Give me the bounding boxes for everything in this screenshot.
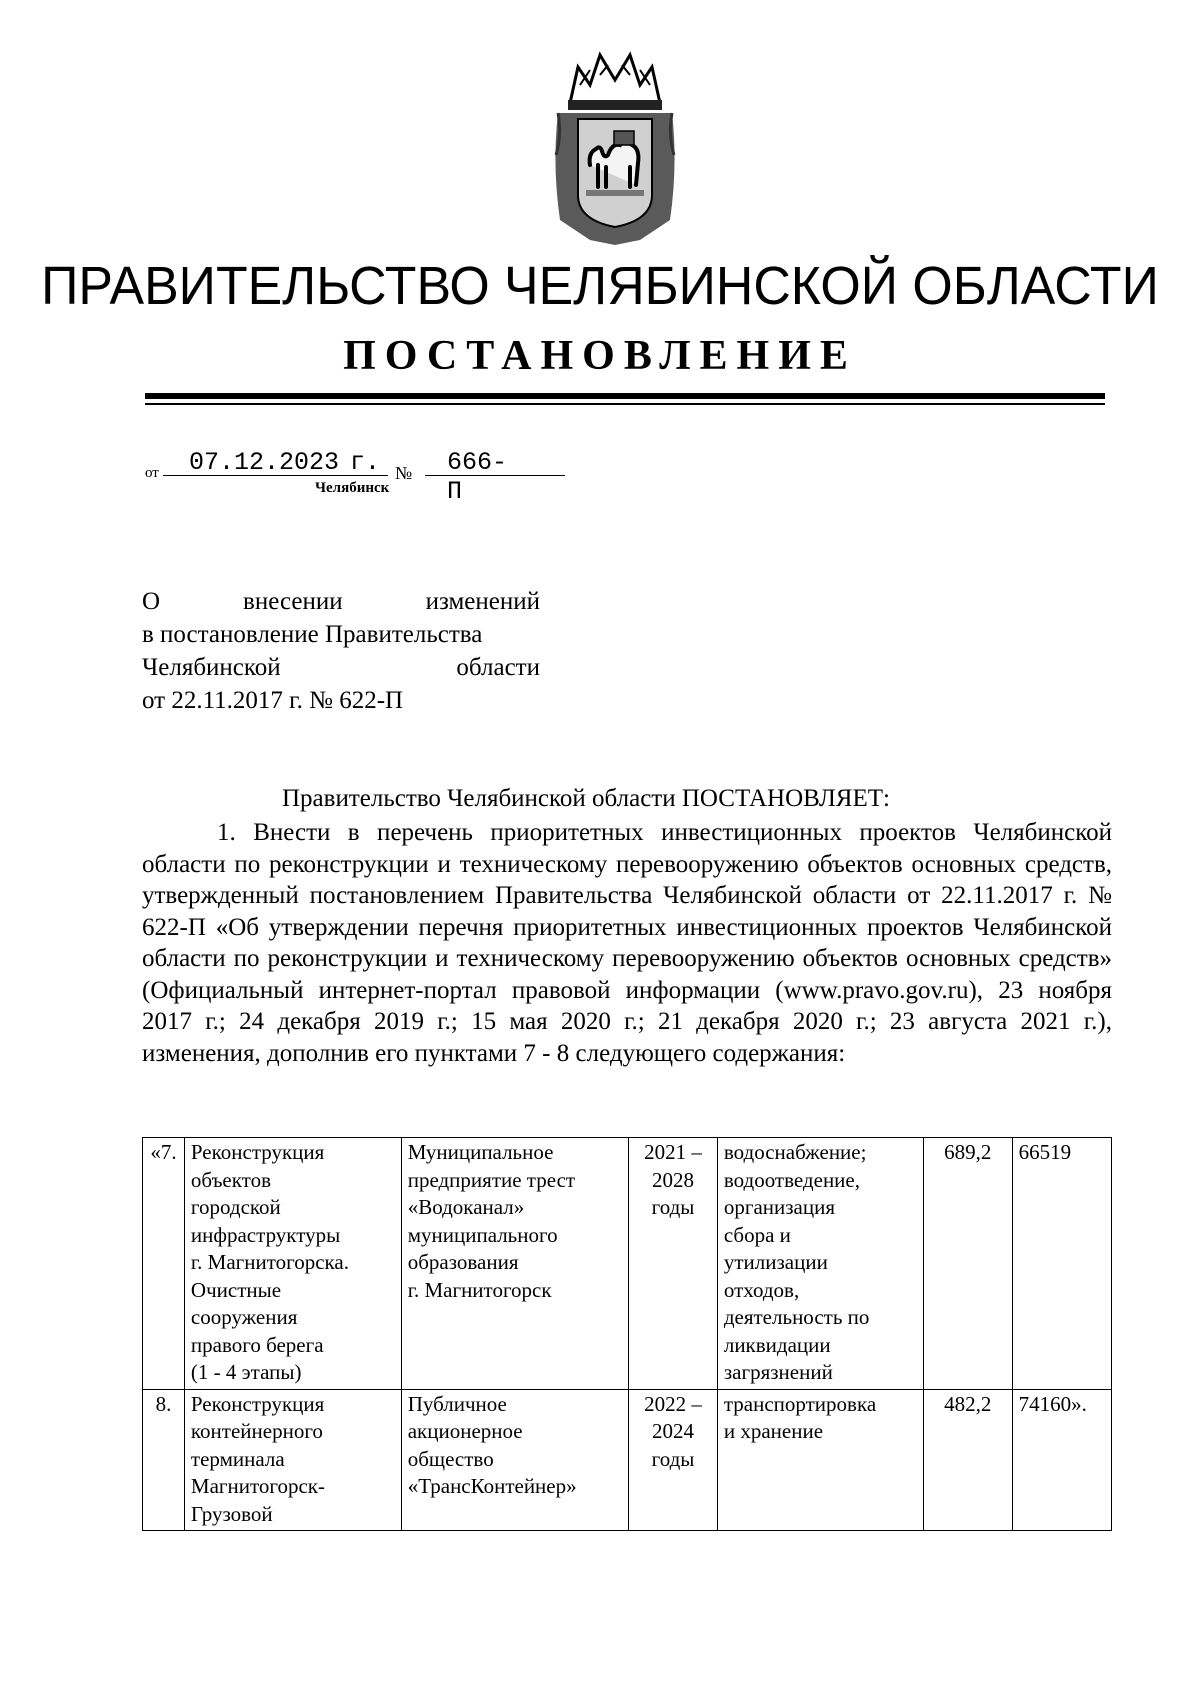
cell-project-name: Реконструкция объектов городской инфраструктуры г. Магнитогорска. Очистные сооружения правого берега (1 - 4 этапы) (184, 1138, 401, 1390)
preamble: Правительство Челябинской области ПОСТАНОВЛЯЕТ: (282, 785, 890, 812)
number-label: № (395, 463, 413, 483)
document-number: 666-П (447, 448, 508, 506)
cell-years: 2022 – 2024 годы (629, 1389, 718, 1531)
cell-years: 2021 – 2028 годы (629, 1138, 718, 1390)
year-suffix: г. (350, 448, 381, 477)
cell-project-name: Реконструкция контейнерного терминала Магнитогорск- Грузовой (184, 1389, 401, 1531)
cell-num: «7. (143, 1138, 185, 1390)
document-date: 07.12.2023 (189, 448, 340, 477)
subject-line-4: от 22.11.2017 г. № 622-П (142, 687, 404, 714)
document-type: ПОСТАНОВЛЕНИЕ (343, 333, 857, 379)
cell-num: 8. (143, 1389, 185, 1531)
projects-table (142, 1137, 1112, 1531)
cell-value-2: 66519 (1012, 1138, 1111, 1390)
document-subject (142, 585, 540, 717)
table-row (143, 1138, 1112, 1390)
cell-activity: водоснабжение; водоотведение, организация сбора и утилизации отходов, деятельность по ликвидации загрязнений (717, 1138, 923, 1390)
cell-value-2: 74160». (1012, 1389, 1111, 1531)
cell-organization: Муниципальное предприятие трест «Водоканал» муниципального образования г. Магнитогорск (401, 1138, 628, 1390)
subject-line-3: Челябинской области (142, 654, 540, 681)
header-rule-thin (145, 403, 1105, 405)
cell-value-1: 482,2 (923, 1389, 1012, 1531)
city-name: Челябинск (315, 480, 390, 496)
table-row (143, 1389, 1112, 1531)
cell-activity: транспортировка и хранение (717, 1389, 923, 1531)
cell-organization: Публичное акционерное общество «ТрансКонтейнер» (401, 1389, 628, 1531)
subject-line-2: в постановление Правительства (142, 621, 483, 648)
from-label: от (145, 465, 159, 481)
subject-line-1: О внесении изменений (142, 588, 541, 615)
coat-of-arms-emblem (550, 45, 680, 245)
header-rule-thick (145, 393, 1105, 399)
organization-title: ПРАВИТЕЛЬСТВО ЧЕЛЯБИНСКОЙ ОБЛАСТИ (41, 256, 1159, 316)
paragraph-1: 1. Внести в перечень приоритетных инвестиционных проектов Челябинской области по реконструкции и техническому перевооружению объектов основных средств, утвержденный постановлением Правительства Челябинской области от 22.11.2017 г. № 622-П «Об утверждении перечня приоритетных инвестиционных проектов Челябинской области по реконструкции и техническому перевооружению объектов основных средств» (Официальный интернет-портал правовой информации (www.pravo.gov.ru), 23 ноября 2017 г.; 24 декабря 2019 г.; 15 мая 2020 г.; 21 декабря 2020 г.; 23 августа 2021 г.), изменения, дополнив его пунктами 7 - 8 следующего содержания: (142, 819, 1112, 1067)
cell-value-1: 689,2 (923, 1138, 1012, 1390)
